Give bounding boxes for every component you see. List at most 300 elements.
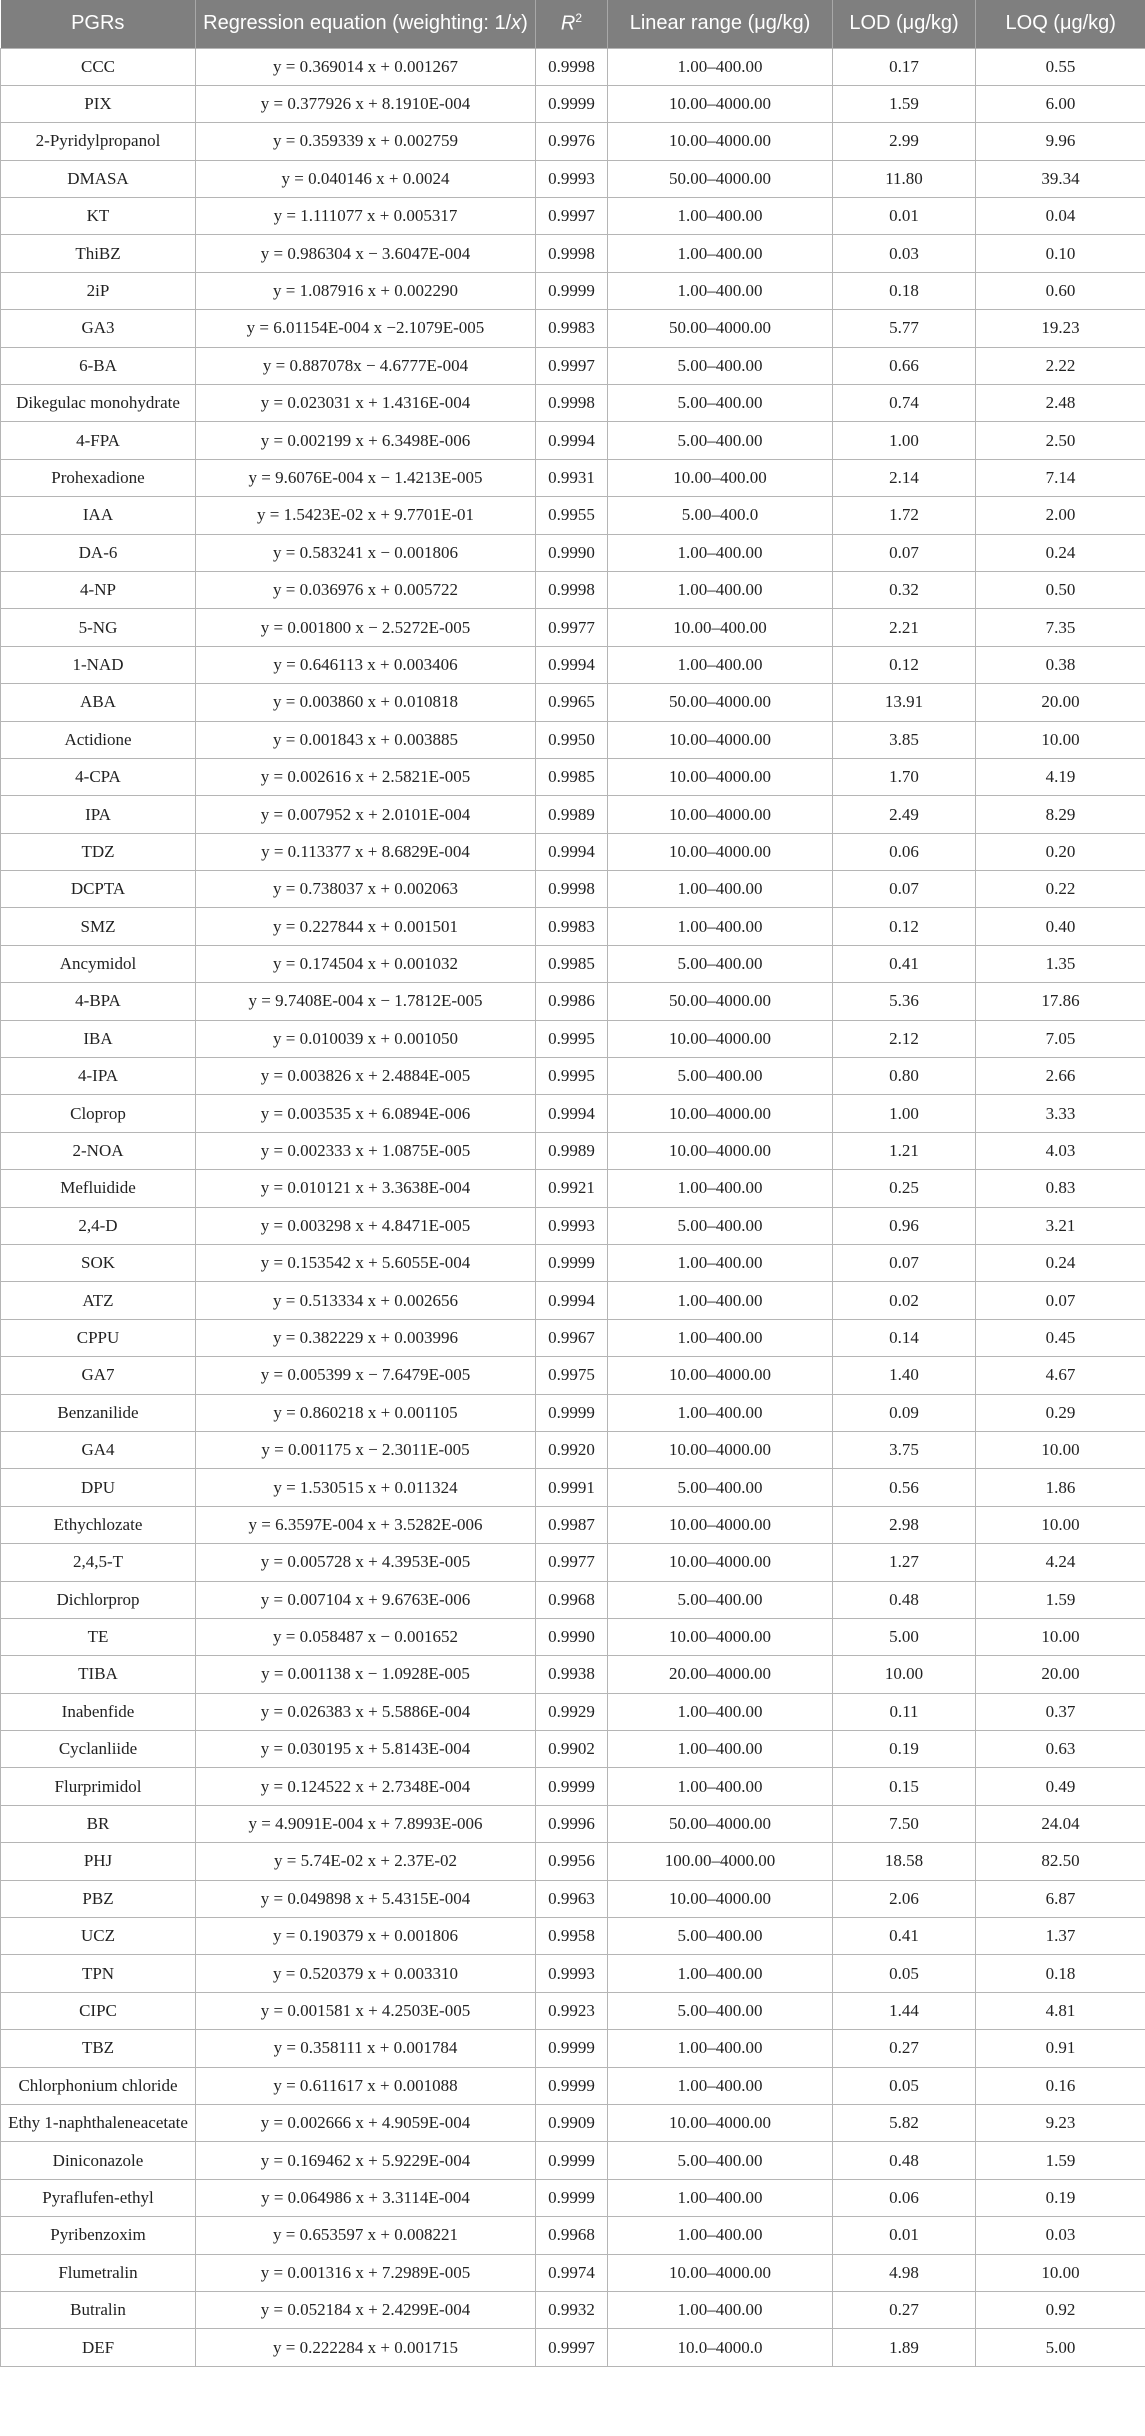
cell-regression-equation: y = 0.003860 x + 0.010818 [196,684,536,721]
cell-lod: 3.75 [833,1431,976,1468]
cell-pgr: GA4 [1,1431,196,1468]
table-row [1,1918,1145,1955]
cell-linear-range: 1.00–400.00 [608,1245,833,1282]
cell-regression-equation: y = 0.052184 x + 2.4299E-004 [196,2291,536,2328]
cell-pgr: Dichlorprop [1,1581,196,1618]
cell-lod: 10.00 [833,1656,976,1693]
cell-r-squared: 0.9977 [536,1544,608,1581]
cell-loq: 4.81 [976,1992,1145,2029]
cell-loq: 0.16 [976,2067,1145,2104]
cell-lod: 0.17 [833,48,976,85]
cell-regression-equation: y = 1.530515 x + 0.011324 [196,1469,536,1506]
cell-r-squared: 0.9923 [536,1992,608,2029]
cell-loq: 0.29 [976,1394,1145,1431]
cell-loq: 0.63 [976,1731,1145,1768]
table-row [1,1394,1145,1431]
cell-r-squared: 0.9977 [536,609,608,646]
cell-r-squared: 0.9920 [536,1431,608,1468]
table-row [1,758,1145,795]
cell-pgr: UCZ [1,1918,196,1955]
cell-regression-equation: y = 0.001138 x − 1.0928E-005 [196,1656,536,1693]
cell-pgr: Cyclanliide [1,1731,196,1768]
cell-r-squared: 0.9999 [536,1768,608,1805]
cell-regression-equation: y = 0.860218 x + 0.001105 [196,1394,536,1431]
cell-loq: 6.00 [976,85,1145,122]
cell-linear-range: 1.00–400.00 [608,571,833,608]
cell-linear-range: 1.00–400.00 [608,2217,833,2254]
cell-loq: 0.83 [976,1170,1145,1207]
table-row [1,272,1145,309]
cell-lod: 0.07 [833,1245,976,1282]
table-row [1,235,1145,272]
table-row [1,1693,1145,1730]
cell-loq: 0.10 [976,235,1145,272]
cell-linear-range: 1.00–400.00 [608,1170,833,1207]
cell-regression-equation: y = 0.026383 x + 5.5886E-004 [196,1693,536,1730]
table-row [1,497,1145,534]
cell-loq: 1.35 [976,945,1145,982]
cell-r-squared: 0.9994 [536,1282,608,1319]
cell-lod: 0.05 [833,1955,976,1992]
table-row [1,2142,1145,2179]
cell-regression-equation: y = 0.583241 x − 0.001806 [196,534,536,571]
cell-pgr: TPN [1,1955,196,1992]
cell-regression-equation: y = 0.005399 x − 7.6479E-005 [196,1357,536,1394]
cell-regression-equation: y = 0.001175 x − 2.3011E-005 [196,1431,536,1468]
cell-loq: 2.50 [976,422,1145,459]
cell-lod: 1.89 [833,2329,976,2366]
cell-r-squared: 0.9983 [536,908,608,945]
table-row [1,2179,1145,2216]
cell-r-squared: 0.9963 [536,1880,608,1917]
cell-linear-range: 5.00–400.00 [608,1581,833,1618]
cell-linear-range: 1.00–400.00 [608,1693,833,1730]
cell-loq: 10.00 [976,2254,1145,2291]
cell-linear-range: 1.00–400.00 [608,1394,833,1431]
cell-linear-range: 10.00–4000.00 [608,833,833,870]
cell-r-squared: 0.9994 [536,833,608,870]
cell-loq: 0.49 [976,1768,1145,1805]
cell-linear-range: 5.00–400.00 [608,1058,833,1095]
cell-r-squared: 0.9932 [536,2291,608,2328]
table-row [1,945,1145,982]
table-row [1,1319,1145,1356]
cell-linear-range: 10.00–4000.00 [608,1132,833,1169]
cell-regression-equation: y = 0.738037 x + 0.002063 [196,871,536,908]
table-row [1,2104,1145,2141]
cell-loq: 20.00 [976,1656,1145,1693]
cell-lod: 2.49 [833,796,976,833]
cell-linear-range: 1.00–400.00 [608,1319,833,1356]
cell-loq: 4.19 [976,758,1145,795]
cell-r-squared: 0.9996 [536,1805,608,1842]
cell-r-squared: 0.9975 [536,1357,608,1394]
table-row [1,796,1145,833]
cell-linear-range: 1.00–400.00 [608,1955,833,1992]
table-row [1,310,1145,347]
cell-linear-range: 1.00–400.00 [608,1768,833,1805]
cell-r-squared: 0.9968 [536,1581,608,1618]
cell-pgr: Pyraflufen-ethyl [1,2179,196,2216]
cell-loq: 24.04 [976,1805,1145,1842]
cell-linear-range: 1.00–400.00 [608,2030,833,2067]
table-row [1,534,1145,571]
cell-pgr: SOK [1,1245,196,1282]
cell-pgr: Actidione [1,721,196,758]
table-row [1,1656,1145,1693]
cell-loq: 0.37 [976,1693,1145,1730]
table-row [1,2329,1145,2366]
cell-loq: 0.07 [976,1282,1145,1319]
table-row [1,1843,1145,1880]
cell-lod: 0.02 [833,1282,976,1319]
cell-r-squared: 0.9989 [536,1132,608,1169]
cell-regression-equation: y = 0.222284 x + 0.001715 [196,2329,536,2366]
table-row [1,1992,1145,2029]
cell-lod: 1.27 [833,1544,976,1581]
cell-pgr: Cloprop [1,1095,196,1132]
cell-pgr: TBZ [1,2030,196,2067]
header-linear-range: Linear range (μg/kg) [608,0,833,48]
cell-pgr: Mefluidide [1,1170,196,1207]
cell-lod: 1.21 [833,1132,976,1169]
cell-loq: 10.00 [976,1506,1145,1543]
cell-lod: 4.98 [833,2254,976,2291]
cell-regression-equation: y = 0.611617 x + 0.001088 [196,2067,536,2104]
table-row [1,1132,1145,1169]
cell-regression-equation: y = 0.227844 x + 0.001501 [196,908,536,945]
cell-lod: 1.59 [833,85,976,122]
cell-pgr: 2-NOA [1,1132,196,1169]
cell-pgr: Pyribenzoxim [1,2217,196,2254]
cell-r-squared: 0.9985 [536,758,608,795]
cell-loq: 0.40 [976,908,1145,945]
cell-regression-equation: y = 0.369014 x + 0.001267 [196,48,536,85]
cell-pgr: BR [1,1805,196,1842]
cell-linear-range: 10.00–4000.00 [608,721,833,758]
cell-pgr: CIPC [1,1992,196,2029]
cell-pgr: Flurprimidol [1,1768,196,1805]
cell-regression-equation: y = 0.359339 x + 0.002759 [196,123,536,160]
cell-loq: 2.22 [976,347,1145,384]
cell-regression-equation: y = 5.74E-02 x + 2.37E-02 [196,1843,536,1880]
cell-loq: 9.23 [976,2104,1145,2141]
cell-linear-range: 1.00–400.00 [608,2179,833,2216]
table-row [1,684,1145,721]
cell-linear-range: 10.00–4000.00 [608,758,833,795]
cell-regression-equation: y = 0.058487 x − 0.001652 [196,1618,536,1655]
cell-linear-range: 5.00–400.00 [608,347,833,384]
cell-loq: 10.00 [976,1431,1145,1468]
cell-loq: 0.24 [976,534,1145,571]
header-lod: LOD (μg/kg) [833,0,976,48]
cell-loq: 8.29 [976,796,1145,833]
cell-linear-range: 100.00–4000.00 [608,1843,833,1880]
cell-linear-range: 50.00–4000.00 [608,160,833,197]
cell-loq: 1.37 [976,1918,1145,1955]
table-row [1,1170,1145,1207]
cell-pgr: Inabenfide [1,1693,196,1730]
cell-pgr: Ethy 1-naphthaleneacetate [1,2104,196,2141]
cell-lod: 0.48 [833,2142,976,2179]
cell-lod: 5.77 [833,310,976,347]
cell-linear-range: 5.00–400.00 [608,385,833,422]
table-row [1,2217,1145,2254]
cell-r-squared: 0.9983 [536,310,608,347]
cell-pgr: TDZ [1,833,196,870]
cell-r-squared: 0.9998 [536,871,608,908]
cell-pgr: 1-NAD [1,646,196,683]
cell-pgr: ABA [1,684,196,721]
cell-r-squared: 0.9990 [536,1618,608,1655]
cell-regression-equation: y = 0.001843 x + 0.003885 [196,721,536,758]
cell-r-squared: 0.9921 [536,1170,608,1207]
cell-r-squared: 0.9999 [536,2142,608,2179]
cell-lod: 0.06 [833,833,976,870]
cell-regression-equation: y = 0.064986 x + 3.3114E-004 [196,2179,536,2216]
cell-pgr: 4-NP [1,571,196,608]
cell-loq: 6.87 [976,1880,1145,1917]
cell-pgr: Chlorphonium chloride [1,2067,196,2104]
cell-r-squared: 0.9998 [536,235,608,272]
cell-r-squared: 0.9998 [536,571,608,608]
cell-pgr: GA7 [1,1357,196,1394]
cell-r-squared: 0.9997 [536,347,608,384]
cell-pgr: Diniconazole [1,2142,196,2179]
cell-pgr: TE [1,1618,196,1655]
cell-lod: 0.96 [833,1207,976,1244]
cell-lod: 0.48 [833,1581,976,1618]
cell-lod: 2.98 [833,1506,976,1543]
cell-linear-range: 1.00–400.00 [608,2291,833,2328]
cell-linear-range: 1.00–400.00 [608,534,833,571]
cell-linear-range: 5.00–400.00 [608,1207,833,1244]
cell-regression-equation: y = 0.382229 x + 0.003996 [196,1319,536,1356]
table-row [1,2030,1145,2067]
cell-regression-equation: y = 0.007104 x + 9.6763E-006 [196,1581,536,1618]
cell-pgr: KT [1,198,196,235]
cell-linear-range: 5.00–400.00 [608,1469,833,1506]
cell-lod: 0.32 [833,571,976,608]
cell-regression-equation: y = 0.169462 x + 5.9229E-004 [196,2142,536,2179]
cell-r-squared: 0.9955 [536,497,608,534]
cell-loq: 0.18 [976,1955,1145,1992]
cell-regression-equation: y = 0.520379 x + 0.003310 [196,1955,536,1992]
header-equation-close: ) [521,12,528,35]
header-loq: LOQ (μg/kg) [1005,12,1116,35]
cell-lod: 0.41 [833,1918,976,1955]
cell-linear-range: 10.00–4000.00 [608,85,833,122]
cell-loq: 3.21 [976,1207,1145,1244]
cell-lod: 0.09 [833,1394,976,1431]
table-row [1,571,1145,608]
table-row [1,385,1145,422]
cell-pgr: 4-FPA [1,422,196,459]
table-row [1,1431,1145,1468]
cell-r-squared: 0.9956 [536,1843,608,1880]
cell-regression-equation: y = 0.010121 x + 3.3638E-004 [196,1170,536,1207]
cell-lod: 0.14 [833,1319,976,1356]
cell-regression-equation: y = 0.190379 x + 0.001806 [196,1918,536,1955]
cell-linear-range: 10.00–4000.00 [608,1357,833,1394]
cell-r-squared: 0.9929 [536,1693,608,1730]
cell-linear-range: 1.00–400.00 [608,1282,833,1319]
cell-linear-range: 1.00–400.00 [608,235,833,272]
cell-r-squared: 0.9958 [536,1918,608,1955]
table-row [1,1731,1145,1768]
header-equation-text: Regression equation (weighting: 1/ [203,12,512,35]
cell-linear-range: 5.00–400.00 [608,422,833,459]
cell-regression-equation: y = 0.030195 x + 5.8143E-004 [196,1731,536,1768]
cell-loq: 0.50 [976,571,1145,608]
cell-pgr: CCC [1,48,196,85]
cell-regression-equation: y = 0.001316 x + 7.2989E-005 [196,2254,536,2291]
cell-lod: 3.85 [833,721,976,758]
cell-loq: 0.22 [976,871,1145,908]
cell-r-squared: 0.9997 [536,198,608,235]
cell-regression-equation: y = 0.986304 x − 3.6047E-004 [196,235,536,272]
cell-regression-equation: y = 9.7408E-004 x − 1.7812E-005 [196,983,536,1020]
cell-pgr: IAA [1,497,196,534]
cell-loq: 0.55 [976,48,1145,85]
cell-regression-equation: y = 0.001581 x + 4.2503E-005 [196,1992,536,2029]
cell-r-squared: 0.9997 [536,2329,608,2366]
cell-regression-equation: y = 0.002333 x + 1.0875E-005 [196,1132,536,1169]
cell-lod: 0.25 [833,1170,976,1207]
cell-loq: 0.92 [976,2291,1145,2328]
cell-linear-range: 10.00–4000.00 [608,796,833,833]
cell-regression-equation: y = 0.049898 x + 5.4315E-004 [196,1880,536,1917]
table-row [1,1618,1145,1655]
cell-lod: 0.41 [833,945,976,982]
cell-r-squared: 0.9999 [536,2030,608,2067]
cell-r-squared: 0.9998 [536,48,608,85]
cell-lod: 18.58 [833,1843,976,1880]
table-row [1,1058,1145,1095]
cell-loq: 0.20 [976,833,1145,870]
cell-regression-equation: y = 0.887078x − 4.6777E-004 [196,347,536,384]
table-row [1,2067,1145,2104]
cell-r-squared: 0.9994 [536,1095,608,1132]
header-pgrs: PGRs [1,0,196,48]
cell-pgr: DMASA [1,160,196,197]
header-row [1,0,1145,48]
cell-r-squared: 0.9974 [536,2254,608,2291]
table-row [1,833,1145,870]
cell-loq: 17.86 [976,983,1145,1020]
cell-r-squared: 0.9995 [536,1058,608,1095]
cell-lod: 11.80 [833,160,976,197]
cell-pgr: PBZ [1,1880,196,1917]
table-row [1,85,1145,122]
cell-lod: 0.18 [833,272,976,309]
cell-loq: 39.34 [976,160,1145,197]
table-row [1,1469,1145,1506]
cell-r-squared: 0.9999 [536,2179,608,2216]
cell-loq: 82.50 [976,1843,1145,1880]
cell-r-squared: 0.9998 [536,385,608,422]
cell-pgr: ThiBZ [1,235,196,272]
cell-linear-range: 50.00–4000.00 [608,310,833,347]
cell-lod: 1.00 [833,422,976,459]
cell-loq: 0.45 [976,1319,1145,1356]
cell-linear-range: 1.00–400.00 [608,48,833,85]
cell-loq: 7.35 [976,609,1145,646]
cell-r-squared: 0.9986 [536,983,608,1020]
cell-pgr: PIX [1,85,196,122]
cell-lod: 0.12 [833,908,976,945]
cell-linear-range: 20.00–4000.00 [608,1656,833,1693]
cell-regression-equation: y = 0.653597 x + 0.008221 [196,2217,536,2254]
table-row [1,1095,1145,1132]
cell-linear-range: 10.00–4000.00 [608,1431,833,1468]
cell-pgr: Ethychlozate [1,1506,196,1543]
cell-regression-equation: y = 0.003298 x + 4.8471E-005 [196,1207,536,1244]
cell-r-squared: 0.9999 [536,2067,608,2104]
cell-pgr: TIBA [1,1656,196,1693]
cell-lod: 1.00 [833,1095,976,1132]
cell-linear-range: 5.00–400.0 [608,497,833,534]
cell-regression-equation: y = 6.01154E-004 x −2.1079E-005 [196,310,536,347]
cell-lod: 1.44 [833,1992,976,2029]
cell-pgr: SMZ [1,908,196,945]
cell-linear-range: 1.00–400.00 [608,871,833,908]
cell-r-squared: 0.9993 [536,1207,608,1244]
cell-linear-range: 10.00–4000.00 [608,1544,833,1581]
cell-loq: 0.19 [976,2179,1145,2216]
cell-linear-range: 10.00–4000.00 [608,1880,833,1917]
cell-lod: 0.80 [833,1058,976,1095]
cell-pgr: 6-BA [1,347,196,384]
cell-r-squared: 0.9938 [536,1656,608,1693]
header-r-squared [536,0,608,48]
cell-loq: 19.23 [976,310,1145,347]
table-row [1,1245,1145,1282]
cell-linear-range: 10.00–4000.00 [608,123,833,160]
cell-loq: 4.03 [976,1132,1145,1169]
cell-r-squared: 0.9965 [536,684,608,721]
cell-r-squared: 0.9993 [536,1955,608,1992]
cell-linear-range: 10.00–4000.00 [608,1506,833,1543]
cell-r-squared: 0.9999 [536,1394,608,1431]
cell-loq: 7.14 [976,459,1145,496]
cell-lod: 0.01 [833,2217,976,2254]
cell-regression-equation: y = 0.377926 x + 8.1910E-004 [196,85,536,122]
cell-regression-equation: y = 6.3597E-004 x + 3.5282E-006 [196,1506,536,1543]
header-equation-var: x [511,12,522,35]
cell-pgr: Flumetralin [1,2254,196,2291]
cell-linear-range: 5.00–400.00 [608,945,833,982]
table-row [1,198,1145,235]
cell-regression-equation: y = 0.113377 x + 8.6829E-004 [196,833,536,870]
cell-pgr: 4-BPA [1,983,196,1020]
table-row [1,1880,1145,1917]
cell-loq: 0.60 [976,272,1145,309]
cell-pgr: 2,4,5-T [1,1544,196,1581]
cell-pgr: 4-IPA [1,1058,196,1095]
cell-regression-equation: y = 0.002666 x + 4.9059E-004 [196,2104,536,2141]
cell-loq: 0.91 [976,2030,1145,2067]
cell-lod: 2.99 [833,123,976,160]
cell-regression-equation: y = 0.513334 x + 0.002656 [196,1282,536,1319]
cell-loq: 0.04 [976,198,1145,235]
header-r-base: R [560,13,576,36]
cell-r-squared: 0.9931 [536,459,608,496]
cell-regression-equation: y = 0.124522 x + 2.7348E-004 [196,1768,536,1805]
table-row [1,721,1145,758]
cell-lod: 0.07 [833,534,976,571]
table-row [1,983,1145,1020]
